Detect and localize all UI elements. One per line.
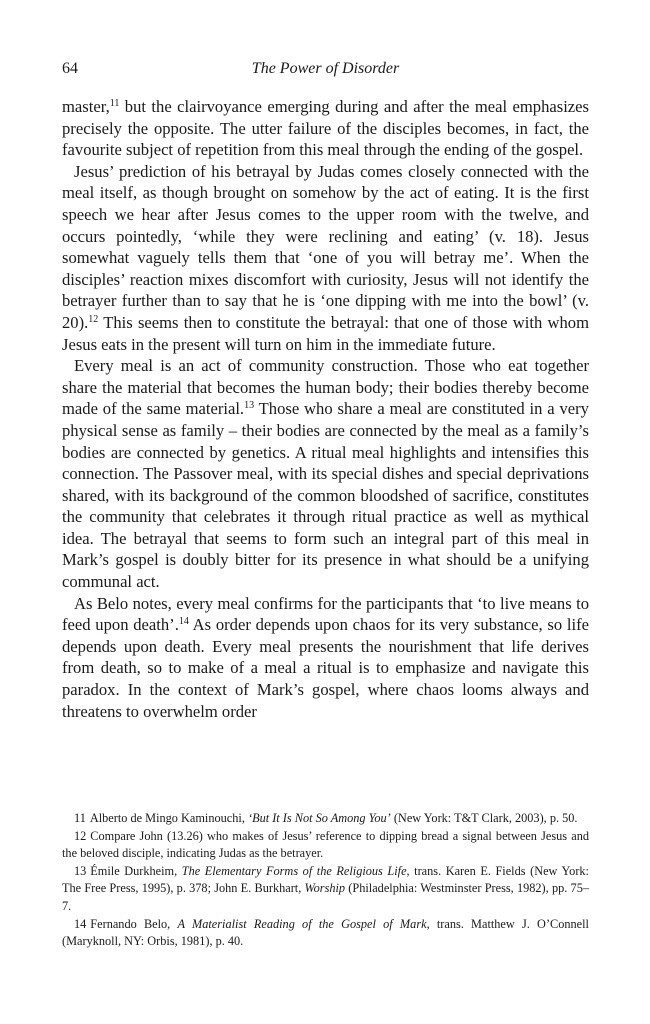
footnote-14 [62,916,589,951]
running-title: The Power of Disorder [251,60,400,77]
footnote-ref-14: 14 [178,616,189,628]
footnote-title: ‘But It Is Not So Among You’ [247,811,391,825]
page [62,56,589,722]
footnote-title: Worship [304,881,346,896]
footnote-text: Fernando Belo, [90,916,178,931]
paragraph-4 [62,593,589,723]
paragraph-2-text-b: This seems then to constitute the betrayal: that one of those with whom Jesus eats in the present will turn on him in the immediate future. [62,312,589,354]
footnote-13 [62,863,589,916]
footnote-number: 12 [74,828,87,843]
paragraph-3-text-a: Every meal is an act of community construction. Those who eat together share the material that becomes the human body; their bodies thereby become made of the same material. [62,356,589,419]
footnote-number: 11 [74,811,86,825]
footnote-title: The Elementary Forms of the Religious Life [181,863,407,878]
paragraph-3 [62,355,589,593]
footnote-text: (Philadelphia: Westminster Press, 1982), pp. 75–7. [62,881,589,913]
body-text [62,96,589,722]
paragraph-3-text-b: Those who share a meal are constituted in a very physical sense as family – their bodies are connected by the meal as a family’s bodies are connected by genetics. A ritual meal highlights and intensifies this connection. The Passover meal, with its special dishes and special deprivations shared, with its background of the common bloodshed of sacrifice, constitutes the community that celebrates it through ritual practice as well as mythical idea. The betrayal that seems to form such an integral part of this meal in Mark’s gospel is doubly bitter for its presence in what should be a unifying communal act. [62,399,589,592]
footnote-number: 14 [74,916,87,931]
footnote-text: (New York: T&T Clark, 2003), p. 50. [390,811,578,825]
footnote-11 [62,810,589,828]
footnote-text: , trans. Karen E. Fields (New York: The Free Press, 1995), p. 378; John E. Burkhart, [62,863,589,896]
footnotes [62,810,589,951]
footnote-text: , trans. Matthew J. O’Connell (Maryknoll, NY: Orbis, 1981), p. 40. [62,916,589,949]
footnote-ref-13: 13 [244,400,255,412]
footnote-ref-11: 11 [109,98,120,109]
footnote-ref-12: 12 [88,313,99,325]
footnote-number: 13 [74,863,87,878]
footnote-12 [62,828,589,863]
footnote-text: Alberto de Mingo Kaminouchi, [89,811,248,825]
paragraph-2-text-a: Jesus’ prediction of his betrayal by Judas comes closely connected with the meal itself, as though brought on somehow by the act of eating. It is the first speech we hear after Jesus comes to the upper room with the twelve, and occurs pointedly, ‘while they were reclining and eating’ (v. 18). Jesus somewhat vaguely tells them that ‘one of you will betray me’. When the disciples’ reaction mixes discomfort with curiosity, Jesus will not identify the betrayer further than to say that he is ‘one dipping with me into the bowl’ (v. 20). [62,161,589,332]
paragraph-1-text-a: master, [62,97,110,116]
footnote-text: Compare John (13.26) who makes of Jesus’ reference to dipping bread a signal between Jesus and the beloved disciple, indicating Judas as the betrayer. [62,828,589,861]
paragraph-2 [62,161,589,355]
paragraph-4-text-b: As order depends upon chaos for its very substance, so life depends upon death. Every meal presents the nourishment that life derives from death, so to make of a meal a ritual is to emphasize and navigate this paradox. In the context of Mark’s gospel, where chaos looms always and threatens to overwhelm order [62,615,589,721]
running-head [62,56,589,82]
paragraph-4-text-a: As Belo notes, every meal confirms for the participants that ‘to live means to feed upon death’. [62,593,589,635]
footnote-title: A Materialist Reading of the Gospel of Mark [177,916,427,931]
page-number: 64 [62,60,78,77]
paragraph-1-text-b: but the clairvoyance emerging during and after the meal emphasizes precisely the opposite. The utter failure of the disciples becomes, in fact, the favourite subject of repetition from this meal through the ending of the gospel. [62,97,589,160]
footnote-text: Émile Durkheim, [90,863,182,878]
paragraph-1 [62,96,589,161]
